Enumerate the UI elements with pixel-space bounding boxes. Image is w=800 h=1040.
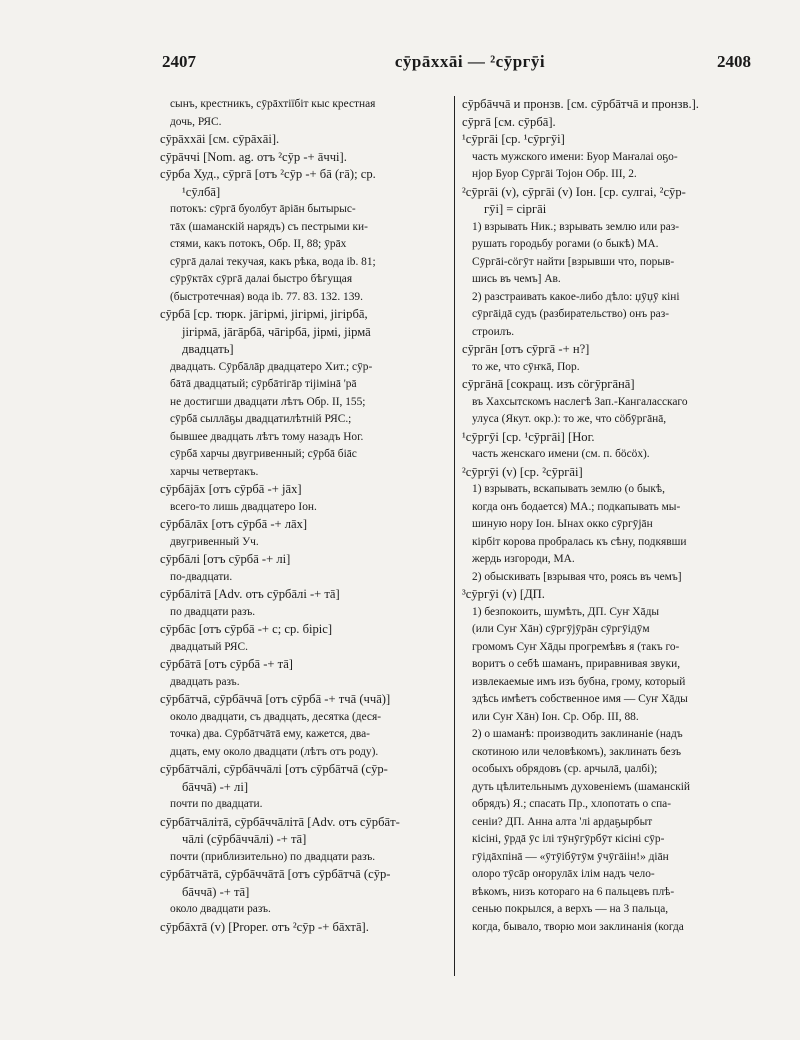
text-line: потокъ: сӯргā буолбут āрiāн бытырыс- xyxy=(170,203,356,215)
text-line: ¹сӯргāi [ср. ¹сӯргӯi] xyxy=(462,132,565,146)
page-number-right: 2408 xyxy=(717,52,751,71)
text-line: кiсiнi, ӯрдā ӯс iлi тӯнӯгӯрбӯт кiсiнi сӯр- xyxy=(472,833,665,845)
text-line: харчы четвертакъ. xyxy=(170,465,259,478)
text-line: jiгiрмā, jāгāрбā, чāгiрбā, jiрмi, jiрмā xyxy=(182,324,371,339)
text-line: двадцать разъ. xyxy=(170,675,240,688)
text-line: жердь изгороди, МА. xyxy=(472,553,575,565)
column-divider xyxy=(454,96,455,976)
text-line: дочь, РЯС. xyxy=(170,115,222,128)
text-line: 1) безпокоить, шумѣть, ДП. Суҥ Хāды xyxy=(472,605,660,618)
text-line: обрядъ) Я.; спасать Пр., хлопотать о спа- xyxy=(472,798,672,810)
text-line: точка) два. Сӯрбāтчāтā ему, кажется, два- xyxy=(170,728,370,740)
text-line: сӯргā далаi текучая, какъ рѣка, вода ib. 81; xyxy=(170,255,376,268)
left-column xyxy=(160,96,448,936)
text-line: не достигши двадцати лѣтъ Обр. II, 155; xyxy=(170,395,366,408)
right-column xyxy=(462,96,752,936)
text-line: сӯрбāтчāтā, сӯрбāччāтā [отъ сӯрбāтчā (сӯр- xyxy=(160,867,391,881)
text-line: 2) обыскивать [взрывая что, роясь въ чемъ] xyxy=(472,570,682,583)
text-line: двадцать] xyxy=(182,342,234,356)
text-line: почти по двадцати. xyxy=(170,798,263,810)
text-line: сӯрāччі [Nom. ag. отъ ²сӯр -+ āччі]. xyxy=(160,149,347,164)
text-line: олоро тӯсāр оҥорулāх iлiм надъ чело- xyxy=(472,868,655,880)
text-line: бāччā) -+ тā] xyxy=(182,884,250,899)
text-line: сӯрāххāi [см. сӯрāхāi]. xyxy=(160,132,280,146)
text-line: ³сӯргӯi (v) [ДП. xyxy=(462,587,545,601)
text-line: 2) о шаманѣ: производить заклинанiе (надъ xyxy=(472,728,683,740)
text-line: скотиною или человѣкомъ), заклинать безъ xyxy=(472,745,682,758)
text-line: Сӯргāi-сӧгӯт найти [взрывши что, порыв- xyxy=(472,255,675,268)
text-line: двадцатый РЯС. xyxy=(170,640,248,653)
text-line: когда онъ бодается) МА.; подкапывать мы- xyxy=(472,500,681,513)
text-line: кiрбiт корова пробралась къ сѣну, подкявши xyxy=(472,535,687,548)
text-line: сӯрбāс [отъ сӯрбā -+ с; ср. бiрiс] xyxy=(160,622,333,636)
text-line: часть мужского имени: Буор Маҥалаi оҕо- xyxy=(472,150,678,163)
page-number-left: 2407 xyxy=(162,52,196,71)
text-line: бāтā двадцатый; сӯрбāтiгāр тiјiмiнā 'рā xyxy=(170,378,357,390)
text-line: по двадцати разъ. xyxy=(170,605,256,618)
text-line: вѣкомъ, низъ котораго на 6 пальцевъ плѣ- xyxy=(472,885,675,898)
text-line: (или Суҥ Хāн) сӯргӯјӯрāн сӯргӯiдӯм xyxy=(472,623,650,635)
text-line: 1) взрывать Ник.; взрывать землю или раз- xyxy=(472,220,680,233)
text-line: ²сӯргāi (v), сӯргāi (v) Iон. [ср. сулгаi, ²сӯр- xyxy=(462,184,686,199)
text-line: сӯрбāтā [отъ сӯрбā -+ тā] xyxy=(160,657,293,671)
text-line: дцать, ему около двадцати (лѣтъ отъ роду). xyxy=(170,745,379,758)
text-line: гӯi] = сiргāi xyxy=(484,202,547,216)
text-line: сӯрбā [ср. тюрк. jāгiрмi, jiгiрмi, jiгiрбā, xyxy=(160,307,368,321)
text-line: шиную нору Iон. Ынах окко сӯргӯjāн xyxy=(472,518,653,530)
text-line: сӯргāн [отъ сӯргā -+ н?] xyxy=(462,342,590,356)
text-line: около двадцати разъ. xyxy=(170,903,271,915)
text-line: (быстротечная) вода ib. 77. 83. 132. 139. xyxy=(170,290,363,303)
text-line: бывшее двадцать лѣтъ тому назадъ Ног. xyxy=(170,430,364,443)
text-line: сӯрбāхтā (v) [Proper. отъ ²сӯр -+ бāхтā]. xyxy=(160,919,369,934)
text-line: сӯргāнā [сокращ. изъ сӧгӯргāнā] xyxy=(462,377,635,391)
text-line: 1) взрывать, вскапывать землю (о быкѣ, xyxy=(472,483,665,495)
text-line: когда, бывало, творю мои заклинанiя (когда xyxy=(472,920,684,933)
text-line: воритъ о себѣ шаманъ, приравнивая звуки, xyxy=(472,658,681,670)
text-line: улуса (Якут. окр.): то же, что сӧбӯргāнā, xyxy=(472,413,667,425)
text-line: 2) разстраивать какое-либо дѣло: џӯџӯ кiнi xyxy=(472,290,680,303)
text-line: сӯргā [см. сӯрбā]. xyxy=(462,114,556,129)
text-line: сӯрӯктāх сӯргā далаi быстро бѣгущая xyxy=(170,273,353,285)
text-line: сынъ, крестникъ, сӯрāхтіїбіт кыс крестная xyxy=(170,98,376,110)
text-line: то же, что сӯҥкā, Пор. xyxy=(472,360,580,373)
text-line: извлекаемые имъ изъ бубна, грому, который xyxy=(472,675,686,688)
text-line: сӯрбāлi [отъ сӯрбā -+ лi] xyxy=(160,552,291,566)
text-line: сӯрбāтчā, сӯрбāччā [отъ сӯрбā -+ тчā (ччā)] xyxy=(160,692,391,706)
text-line: здѣсь имѣетъ собственное имя — Суҥ Хāды xyxy=(472,693,688,705)
text-line: громомъ Суҥ Хāды прогремѣвъ я (такъ го- xyxy=(472,640,680,653)
text-line: шись въ чемъ] Ав. xyxy=(472,273,561,285)
text-line: около двадцати, съ двадцать, десятка (деся- xyxy=(170,710,382,723)
text-line: по-двадцати. xyxy=(170,570,233,583)
text-line: сӯрбāлāх [отъ сӯрбā -+ лāх] xyxy=(160,517,308,531)
text-line: рушать городьбу рогами (о быкѣ) МА. xyxy=(472,238,659,250)
text-line: сӯрба Худ., сӯргā [отъ ²сӯр -+ бā (гā); ср. xyxy=(160,167,376,181)
text-line: сӯрбāтчāлiтā, сӯрбāччāлiтā [Adv. отъ сӯрбāт- xyxy=(160,814,400,829)
page-header xyxy=(0,52,800,78)
text-line: гӯiдāхпiнā — «ӯтӯiбӯтӯм ӯчӯгāiiн!» дiāн xyxy=(472,850,669,863)
text-line: двугривенный Уч. xyxy=(170,535,259,548)
text-line: ¹сӯлбā] xyxy=(182,184,221,199)
text-line: ¹сӯргӯi [ср. ¹сӯргāi] [Ног. xyxy=(462,429,595,444)
text-line: сӯрбājāх [отъ сӯрбā -+ jāх] xyxy=(160,482,302,496)
text-line: чāлi (сӯрбāччāлi) -+ тā] xyxy=(182,832,307,846)
text-line: или Суҥ Хāн) Iон. Ср. Обр. III, 88. xyxy=(472,710,639,723)
text-line: сӯрбā сыллāҕы двадцатилѣтнiй РЯС.; xyxy=(170,413,352,425)
text-line: сӯрбāччā и пронзв. [см. сӯрбāтчā и пронзв.]. xyxy=(462,97,699,111)
text-line: сӯрбāлiтā [Adv. отъ сӯрбāлi -+ тā] xyxy=(160,587,340,601)
text-line: сенью покрылся, а верхъ — на 3 пальца, xyxy=(472,903,669,915)
text-line: бāччā) -+ лi] xyxy=(182,779,249,794)
text-line: всего-то лишь двадцатеро Iон. xyxy=(170,500,317,513)
text-line: ²сӯргӯi (v) [ср. ²сӯргāi] xyxy=(462,464,583,479)
text-line: сӯргāiдā судъ (разбирательство) онъ раз- xyxy=(472,308,669,320)
text-line: почти (приблизительно) по двадцати разъ. xyxy=(170,850,376,863)
text-line: двадцать. Сӯрбāлāр двадцатеро Хит.; сӯр- xyxy=(170,360,373,373)
text-line: строилъ. xyxy=(472,325,515,338)
text-line: сӯрбā харчы двугривенный; сӯрбā бiāс xyxy=(170,448,357,460)
text-line: дуть цѣлительнымъ духовенiемъ (шаманскiй xyxy=(472,780,691,793)
text-line: въ Хахсытскомъ наслегѣ Зап.-Кангаласскаго xyxy=(472,395,688,408)
text-line: сенiи? ДП. Анна алта 'лi ардаҕырбыт xyxy=(472,815,653,828)
text-line: стями, какъ потокъ, Обр. II, 88; ӯрāх xyxy=(170,238,347,250)
text-line: часть женскаго имени (см. п. бӧсӧх). xyxy=(472,448,650,460)
text-line: тāх (шаманскiй нарядъ) съ пестрыми ки- xyxy=(170,220,368,233)
text-line: нјор Буор Сӯргāi Тојон Обр. III, 2. xyxy=(472,168,637,180)
text-line: особыхъ обрядовъ (ср. арчылā, џалбi); xyxy=(472,763,658,775)
text-line: сӯрбāтчāлi, сӯрбāччāлi [отъ сӯрбāтчā (сӯр- xyxy=(160,762,388,776)
running-head: сӯрāххāi — ²сӯргӯi xyxy=(394,52,546,71)
